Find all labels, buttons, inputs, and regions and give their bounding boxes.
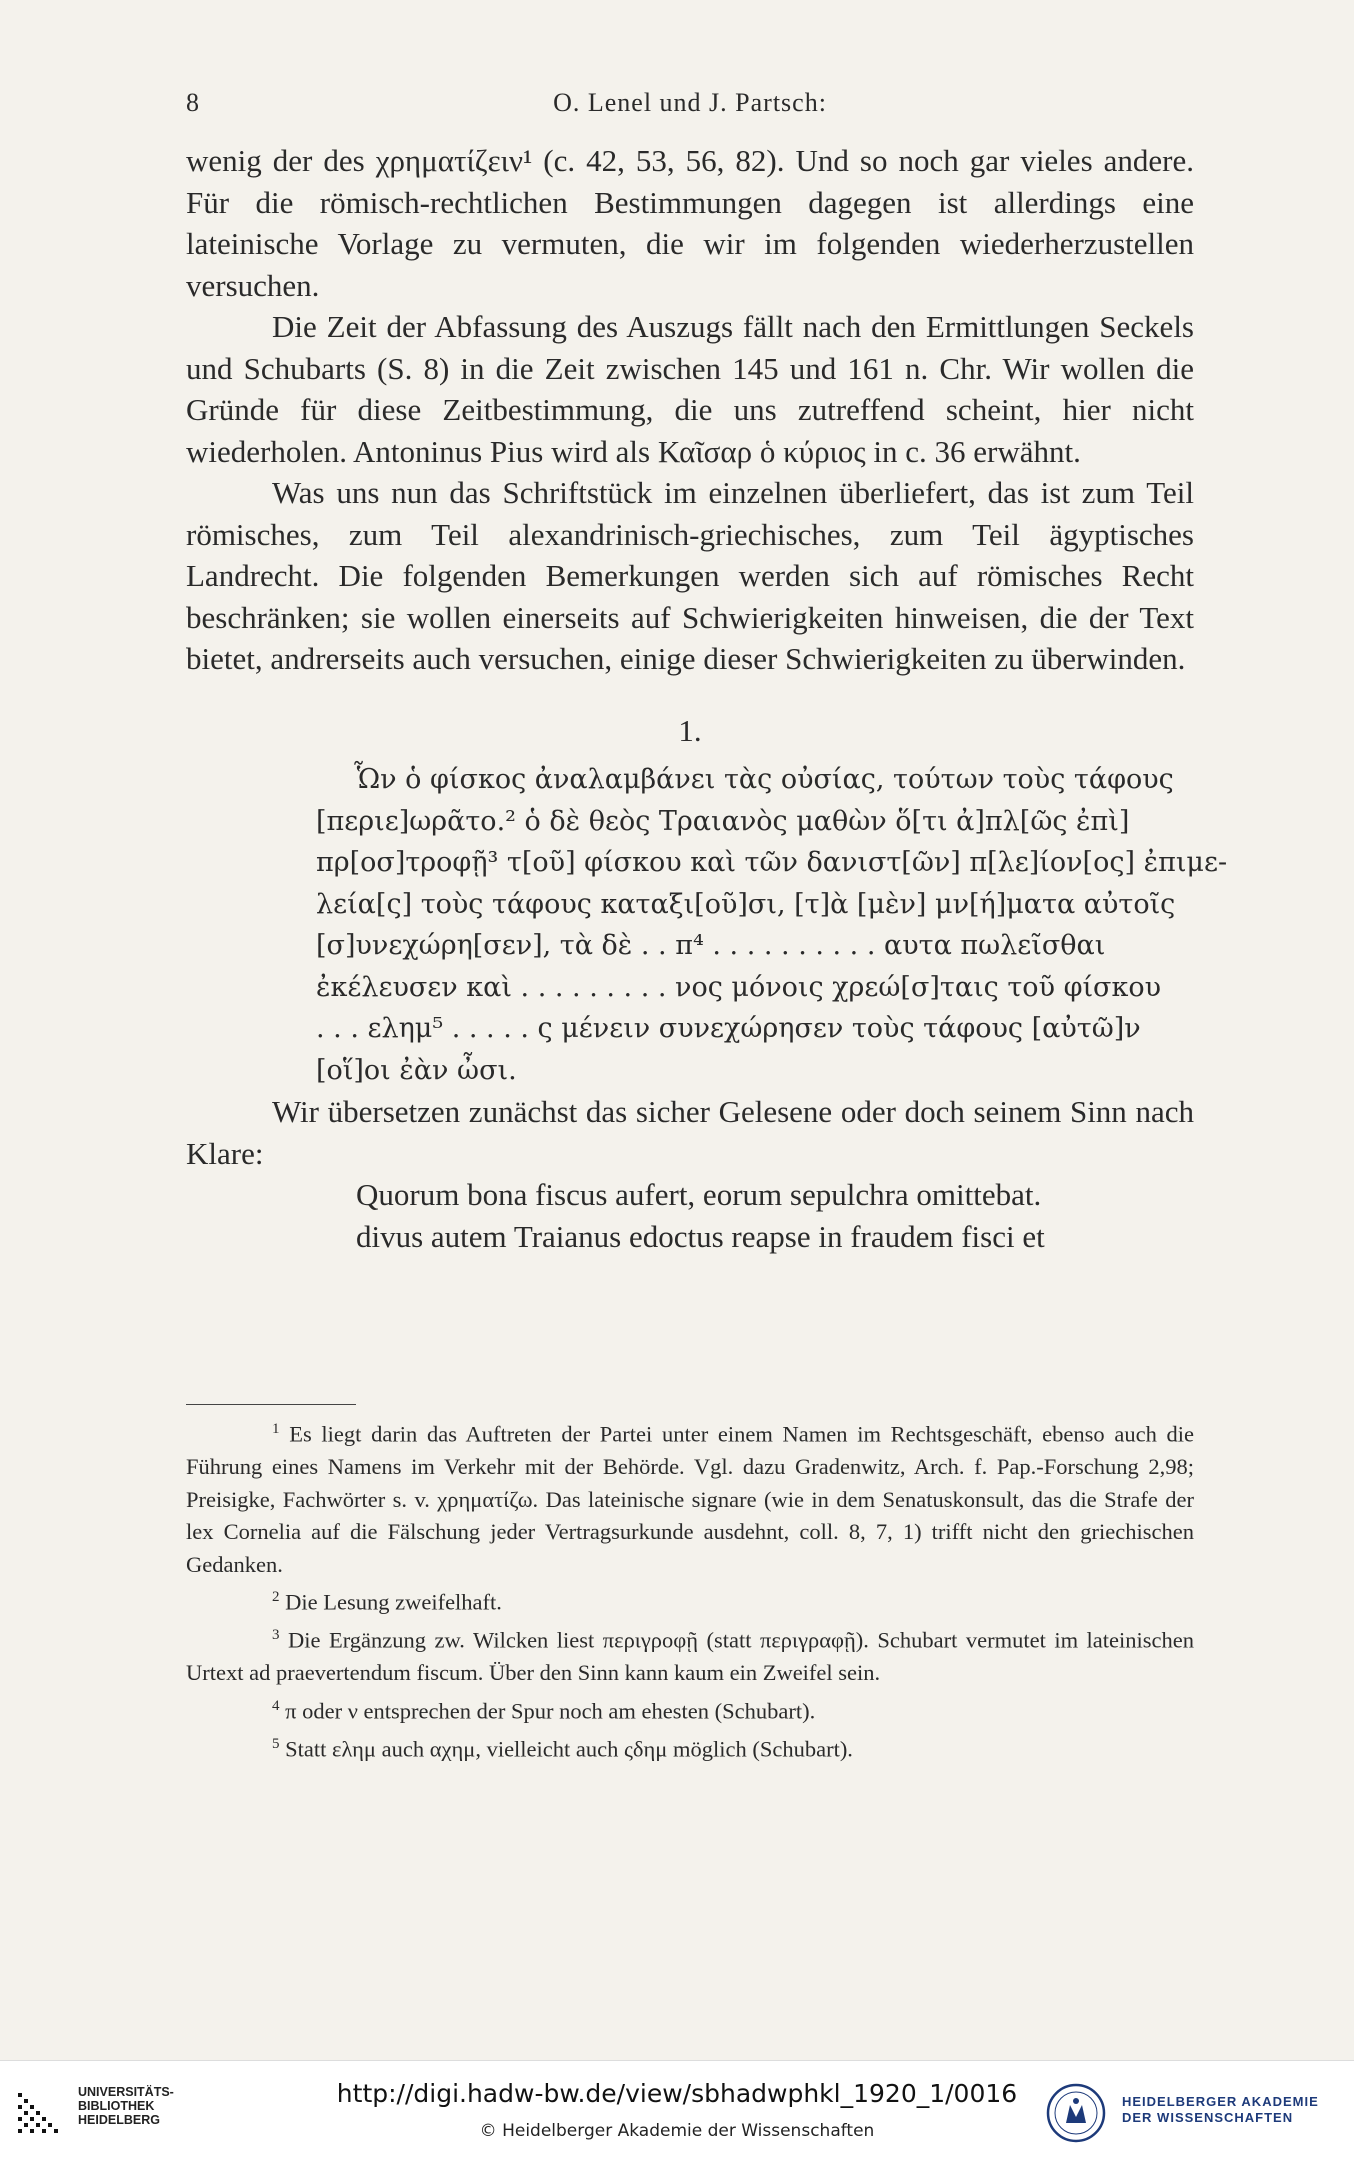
footnote-4: $^4$ π oder ν entsprechen der Spur noch am ehesten (Schubart).	[272, 1697, 816, 1723]
latin-line: divus autem Traianus edoctus reapse in fraudem fisci et	[356, 1218, 1045, 1254]
greek-line: πρ[οσ]τροφῇ³ τ[οῦ] φίσκου καὶ τῶν δανιστ[ῶν] π[λε]ίον[ος] ἐπιμε-	[316, 847, 1228, 878]
footnote-2: $^2$ Die Lesung zweifelhaft.	[272, 1589, 502, 1615]
greek-text-block	[316, 759, 1228, 1091]
page-number: 8	[186, 88, 200, 117]
greek-line: [σ]υνεχώρη[σεν], τὰ δὲ . . π⁴ . . . . . . . . . . αυτα πωλεῖσθαι	[316, 930, 1106, 961]
footnotes	[186, 1404, 1194, 1766]
paragraph-1: wenig der des χρηματίζειν¹ (c. 42, 53, 56, 82). Und so noch gar vieles andere. Für die römisch-rechtlichen Bestimmungen dagegen ist allerdings eine lateinische Vorlage zu vermuten, die wir im folgenden wiederherzustellen versuchen.	[186, 143, 1194, 303]
footnote-5: $^5$ Statt ελημ auch αχημ, vielleicht auch ςδημ möglich (Schubart).	[272, 1735, 853, 1761]
greek-line: λεία[ς] τοὺς τάφους καταξι[οῦ]σι, [τ]ὰ [μὲν] μν[ή]ματα αὐτοῖς	[316, 888, 1176, 920]
footnote-divider	[186, 1404, 356, 1405]
university-library-name: UNIVERSITÄTS- BIBLIOTHEK HEIDELBERG	[78, 2085, 174, 2127]
greek-line: ἐκέλευσεν καὶ . . . . . . . . . νος μόνοις χρεώ[σ]ταις τοῦ φίσκου	[316, 971, 1162, 1003]
source-url-link[interactable]: http://digi.hadw-bw.de/view/sbhadwphkl_1920_1/0016	[336, 2079, 1018, 2108]
running-head	[186, 88, 1194, 128]
paragraph-translation-intro: Wir übersetzen zunächst das sicher Gelesene oder doch seinem Sinn nach Klare:	[186, 1094, 1194, 1171]
body-text	[186, 140, 1228, 1257]
greek-line: . . . ελημ⁵ . . . . . ς μένειν συνεχώρησεν τοὺς τάφους [αὐτῶ]ν	[316, 1013, 1141, 1044]
footnote-1: $^1$ Es liegt darin das Auftreten der Partei unter einem Namen im Rechtsgeschäft, ebenso auch die Führung eines Namens im Verkehr mit der Behörde. Vgl. dazu Gradenwitz, Arch. f. Pap.-Forschung 2,98; Preisigke, Fachwörter s. v. χρηματίζω. Das lateinische signare (wie in dem Senatuskonsult, das die Strafe der lex Cornelia auf die Fälschung jeder Vertragsurkunde ausdehnt, coll. 8, 7, 1) trifft nicht den griechischen Gedanken.	[186, 1421, 1195, 1577]
latin-line: Quorum bona fiscus aufert, eorum sepulchra omittebat.	[356, 1177, 1042, 1212]
greek-line: Ὧν ὁ φίσκος ἀναλαμβάνει τὰς οὐσίας, τούτων τοὺς τάφους	[354, 764, 1174, 795]
footer-bar	[0, 2060, 1354, 2162]
footnote-3: $^3$ Die Ergänzung zw. Wilcken liest περιγροφῇ (statt περιγραφῇ). Schubart vermutet im lateinischen Urtext ad praevertendum fiscum. Über den Sinn kann kaum ein Zweifel sein.	[186, 1627, 1195, 1685]
copyright-notice: © Heidelberger Akademie der Wissenschaften	[479, 2121, 875, 2141]
section-number: 1.	[678, 712, 702, 748]
paragraph-3: Was uns nun das Schriftstück im einzelnen überliefert, das ist zum Teil römisches, zum Teil alexandrinisch-griechisches, zum Teil ägyptisches Landrecht. Die folgenden Bemerkungen werden sich auf römisches Recht beschränken; sie wollen einerseits auf Schwierigkeiten hinweisen, die der Text bietet, andrerseits auch versuchen, einige dieser Schwierigkeiten zu überwinden.	[186, 475, 1194, 676]
academy-name: HEIDELBERGER AKADEMIE DER WISSENSCHAFTEN	[1122, 2094, 1319, 2125]
latin-text-block	[356, 1174, 1194, 1257]
running-head-authors: O. Lenel und J. Partsch:	[553, 88, 827, 117]
paragraph-2: Die Zeit der Abfassung des Auszugs fällt nach den Ermittlungen Seckels und Schubarts (S. 8) in die Zeit zwischen 145 und 161 n. Chr. Wir wollen die Gründe für diese Zeitbestimmung, die uns zutreffend scheint, hier nicht wiederholen. Antoninus Pius wird als Καῖσαρ ὁ κύριος in c. 36 erwähnt.	[186, 309, 1194, 469]
academy-seal-icon	[1046, 2083, 1106, 2143]
greek-line: [περιε]ωρᾶτο.² ὁ δὲ θεὸς Τραιανὸς μαθὼν ὅ[τι ἀ]πλ[ῶς ἐπὶ]	[316, 805, 1130, 837]
greek-line: [οἵ]οι ἐὰν ὦσι.	[316, 1054, 517, 1086]
